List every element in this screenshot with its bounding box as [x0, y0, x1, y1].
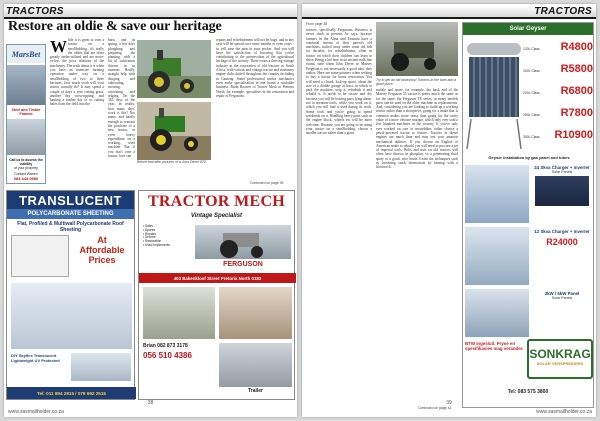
tractormech-subtitle: Vintage Specialist — [190, 213, 243, 219]
tractor-photo-ad — [195, 225, 291, 259]
article-column-2 — [376, 88, 458, 400]
carport-photo-2 — [71, 353, 131, 381]
installation-text: Geyser installation by gas panel and tubes — [488, 155, 570, 160]
sonkrag-brand: SONKRAG — [529, 347, 591, 361]
article-column-1 — [50, 38, 104, 183]
inverter-photo — [535, 176, 589, 206]
price-row — [523, 63, 593, 85]
service-item: • Service — [143, 235, 156, 240]
tractor-photo — [137, 40, 211, 160]
service-item: • Sales — [143, 224, 153, 228]
photo-caption: Try to get an old workshop! Tractors in the barn and a good place. — [376, 78, 457, 86]
tractor-restoration-image — [376, 22, 458, 76]
marsbet-phone[interactable]: 083 443 0980 — [13, 176, 39, 181]
panel3-title: 3kW / 5kW Panel — [544, 291, 580, 296]
right-page — [302, 4, 596, 417]
price-size: 300L Class — [523, 135, 540, 139]
trailer-photo — [219, 343, 292, 387]
promo-block — [71, 235, 133, 265]
panel1-sub: Solar Panels — [551, 170, 573, 174]
article-column-2a — [108, 38, 135, 159]
price-size: 120L Class — [523, 47, 540, 51]
implements-photo — [143, 287, 215, 339]
tractor-photo-image — [137, 40, 211, 160]
price-size: 250L Class — [523, 113, 540, 117]
page-number: 39 — [446, 400, 452, 406]
price-value: R7800 — [560, 107, 593, 119]
panel3-sub: Solar Panels — [551, 296, 573, 300]
promo-line-2: Affordable — [79, 245, 125, 255]
marsbet-ad[interactable] — [6, 44, 46, 184]
translucent-title: TRANSLUCENT — [19, 192, 122, 208]
sonkrag-logo — [527, 339, 593, 379]
service-item: • Restoration — [143, 239, 162, 244]
geyser-image — [465, 39, 523, 153]
website-url[interactable]: www.sasmallholder.co.za — [536, 409, 592, 415]
service-item: • Used Implements — [143, 242, 170, 247]
page-number: 38 — [147, 400, 154, 406]
price-size: 200L Class — [523, 91, 540, 95]
tractormech-title: TRACTOR MECH — [147, 193, 286, 210]
marsbet-logo — [7, 45, 45, 63]
marsbet-line2: Call us to assess the viability — [9, 158, 43, 166]
panel-offer-3 — [531, 291, 593, 300]
website-url[interactable]: www.sasmallholder.co.za — [8, 409, 64, 415]
article-headline: Restore an oldie & save our heritage — [8, 19, 222, 34]
greenhouse-photo — [11, 283, 132, 349]
section-title: TRACTORS — [534, 6, 592, 17]
price-value: R6800 — [560, 85, 593, 97]
article-text: repairs and refurbishment will not be huge, and in any case will be spread over some months or even years - so will ease the pain in your pocket. And you will have the satisfaction of knowing that you're contributing to the preservation of the agricultural heritage of the country. There exists a thriving vintage industry in the restoration of old tractors in South Africa, with various and vintage tractor and stationary engine clubs dotted throughout the country including in Gauteng. Some professional tractor mechanics even make specialisation in one brand a workable business. Brian Bouwer of Tractor Mech in Pretoria North, for example, specialises in the restoration and repair of Fergusons. — [216, 38, 294, 98]
marsbet-name: MarsBet — [11, 49, 41, 59]
panel1-title: 24 Skva Charger + Inverter — [534, 165, 590, 170]
price-value: R4800 — [560, 41, 593, 53]
article-column-3 — [216, 38, 294, 180]
section-header — [4, 6, 297, 19]
promo-line-3: Prices — [88, 255, 116, 265]
tractormech-phone[interactable]: 056 510 4386 — [143, 351, 192, 360]
tractormech-address: 403 Bakenkloof Street Pretoria North 0182 — [173, 275, 262, 281]
article-text: tractors, specifically Fergusons. Business is never slack at present, he says, because farmers in the Alma and Erasmia have a continual stream of their parent's old machines, tucked away under some old lids for decades, for refurbishment, often as tractor on which their children can learn to drive. Being a kid here in an ancient milk line round, time when John Deere or Massey Ferguson is not necessarily a good idea, they realise. Here are some pointers when seeking to buy a tractor for home restoration. You will need a closed, lock-up space, about the size of a double garage at least, in which to park the machine, strip it, refurbish it and rebuild it. It needs to be secure and dry because you will be leaving parts lying about, not to mention tools, while you work on it, which you will find is used during its work. Some tools and you're going to spend weekends on it. Handling heavy parts such as the engine block, wheels etc will be more welcome. Because you are going to be using your tractor on a smallholding, choose a smaller tractor rather than a giant. — [306, 28, 372, 136]
sonkrag-ad[interactable] — [462, 22, 594, 408]
ferguson-brand: FERGUSON — [223, 261, 263, 268]
price-row — [523, 107, 593, 129]
solar-panel-photo-1 — [465, 165, 529, 223]
sonkrag-banner — [463, 23, 593, 35]
translucent-line: Flat, Profiled & Multiwall Polycarbonate Roof Sheeting — [17, 221, 124, 233]
price-value: R5800 — [560, 63, 593, 75]
translucent-subtitle-bar — [7, 209, 134, 219]
grey-tractor-image — [195, 225, 291, 259]
translucent-phone[interactable]: Tel: 011 894 2815 / 079 692 2515 — [37, 390, 106, 396]
services-list — [143, 225, 193, 248]
address-bar — [139, 273, 296, 283]
marsbet-line1: Steel and Timber Framed — [11, 108, 41, 116]
carport-photo — [7, 65, 45, 105]
panel-offer-2 — [531, 229, 593, 247]
vat-note: BTW ingesluit. Pryse en spesifikasies mag verander. — [465, 341, 524, 351]
panel2-title: 12 Skva Charger + Inverter — [534, 229, 590, 234]
translucent-subtitle: POLYCARBONATE SHEETING — [27, 211, 114, 217]
price-row — [523, 129, 593, 151]
price-list — [523, 41, 593, 151]
drop-cap: W — [50, 37, 67, 56]
tractormech-header — [139, 191, 294, 213]
shade-photo — [7, 119, 45, 155]
service-item: • Repairs — [143, 231, 156, 236]
sonkrag-phone[interactable]: Tel: 083 575 3800 — [507, 389, 549, 395]
photo-caption: Before and after pictures of a John Deere 820. — [137, 160, 207, 164]
tractormech-ad[interactable] — [138, 190, 295, 400]
sonkrag-tagline: SOLAR VERSPREIDERS — [536, 361, 584, 366]
article-column-1 — [306, 28, 372, 403]
diy-text: DIY Skyflex Translucent Lightweight UV Protected — [11, 353, 60, 363]
panel2-price: R24000 — [546, 237, 578, 247]
workshop-photo — [376, 22, 458, 76]
section-title: TRACTORS — [6, 6, 64, 17]
sheeting-sample — [11, 235, 69, 277]
left-page — [4, 4, 297, 417]
article-text: hile it is great to own a tractor on a smallholding, it's really the oldies that are often greatly under-utilised and are more-or-less the poor relations of the machinery. The truth about it is when you have an intensive farming operation under way on a smallholding of two to three hectares, how much work will your tractor actually do? It may spend a couple of days a year cutting grass, another day cross-ripping, and hauling a further day or so cutting bales from the field into the — [50, 38, 104, 107]
service-item: • Spares — [143, 227, 156, 232]
continued-note: Continued on page 41 — [418, 406, 452, 410]
marsbet-contact: Contact Warren — [14, 172, 38, 176]
solar-panel-photo-3 — [465, 289, 529, 337]
from-note: From page 38 — [306, 22, 328, 26]
banner-text: Solar Geyser — [509, 26, 547, 32]
price-value: R10900 — [554, 129, 593, 141]
promo-line-1: At — [97, 235, 107, 245]
translucent-footer — [7, 387, 136, 399]
price-size: 150L Class — [523, 69, 540, 73]
article-text: mobile and spare, for example, the back end of the Massey Ferguson 35 tractor is pretty much the same as for the same, the Ferguson TE series, so many models parts can be used on the older machine as replacements. And, considering you are looking to build up a working tractor rather than a showpiece, going for a make that is common makes more sense than going for the rarity value of a more obscure marque, which only ever sold a few hundred machines in the country. If you've only ever worked on cars or motorbikes, either choose a petrol-powered tractor to restore. Tractors in diesel engines are much finer and may test your amateur mechanical abilities. If you choose an English or American make to rebuild you will need to procure a set of imperial tools. Bolts and nuts on old tractors will often have thrown in phosphor, so a penetrating fluid spray or a good, wire brush. Learn the techniques such as loosening stuck thermostats by heating with a blowtorch. — [376, 88, 458, 170]
marsbet-line3: of your property — [14, 166, 38, 170]
solar-geyser-image — [465, 39, 523, 153]
solar-panel-photo-2 — [465, 227, 529, 285]
translucent-ad[interactable] — [6, 190, 135, 400]
panel-offer-1 — [531, 165, 593, 208]
translucent-title-bar — [7, 191, 134, 209]
price-row — [523, 85, 593, 107]
trailer-label: Trailer — [247, 388, 263, 394]
workshop-photo — [219, 287, 292, 339]
article-text: barn, and in spring, a few days ploughing and preparing the planting, with a bit of cultivation thrown in in summer. Really, straight help with slinging and cultivating, mowing, rotovating, and ridging. On the 365 days of the year, in reality, how many days' work is this? Not many, and hardly enough to warrant the purchase of a new tractor, or even heavy expenditure on a working, used machine. But if you don't own a tractor, how can — [108, 38, 135, 159]
price-row — [523, 41, 593, 63]
brian-contact[interactable]: Brian 082 873 3178 — [143, 343, 188, 349]
section-header — [302, 6, 596, 19]
continued-note: Continued on page 39 — [250, 181, 284, 185]
